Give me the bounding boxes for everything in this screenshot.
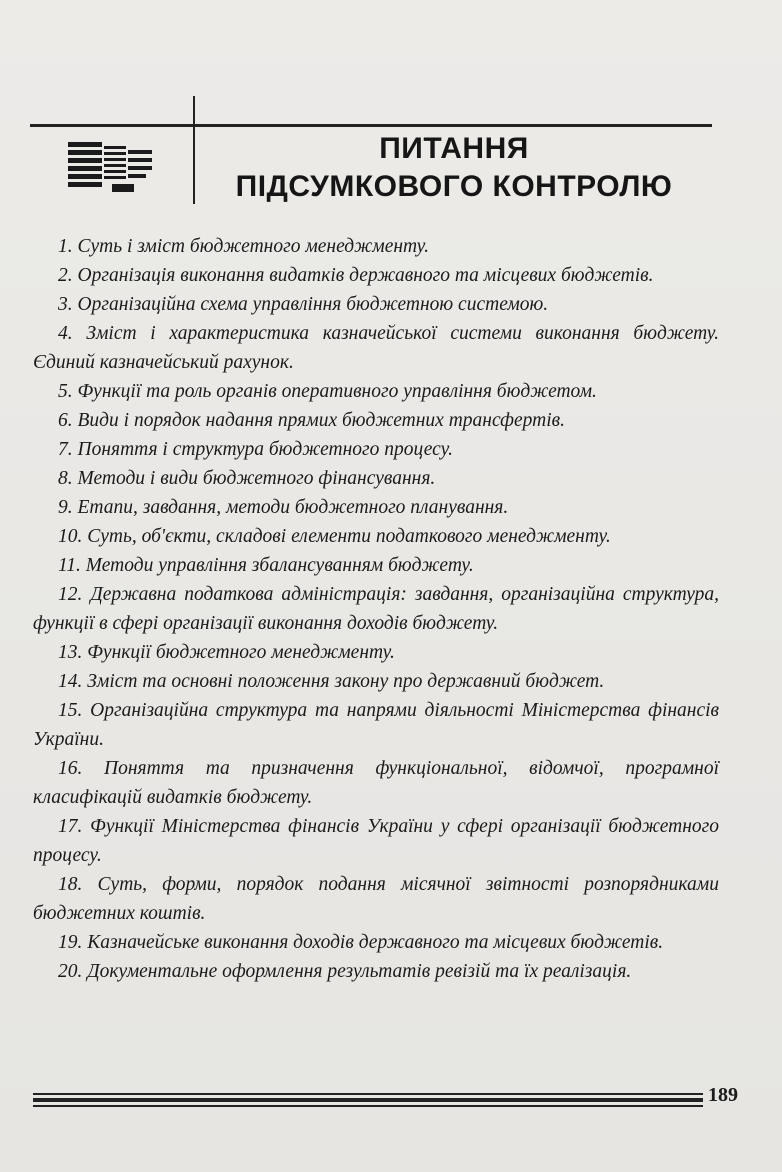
question-item: 6. Види і порядок надання прямих бюджетних трансфертів. [58,410,565,431]
question-item: 8. Методи і види бюджетного фінансування. [58,468,436,489]
question-item: 19. Казначейське виконання доходів державного та місцевих бюджетів. [58,932,664,953]
question-item: 12. Державна податкова адміністрація: завдання, організаційна структура, функції в сфері організації виконання доходів бюджету. [33,584,719,634]
question-item: 15. Організаційна структура та напрями діяльності Міністерства фінансів України. [33,700,719,750]
footer-rule [33,1093,703,1095]
header-rule [30,124,712,127]
book-pages-emblem-icon [68,140,154,196]
question-item: 1. Суть і зміст бюджетного менеджменту. [58,236,429,257]
question-item: 11. Методи управління збалансуванням бюджету. [58,555,474,576]
question-item: 13. Функції бюджетного менеджменту. [58,642,395,663]
page-number: 189 [708,1084,738,1106]
question-item: 9. Етапи, завдання, методи бюджетного планування. [58,497,509,518]
page-title-line-2: ПІДСУМКОВОГО КОНТРОЛЮ [235,170,673,203]
footer-rules [33,1093,703,1109]
question-item: 14. Зміст та основні положення закону про державний бюджет. [58,671,605,692]
footer-rule [33,1105,703,1107]
header-vertical-rule [193,96,195,204]
question-item: 17. Функції Міністерства фінансів України у сфері організації бюджетного процесу. [33,816,719,866]
question-item: 2. Організація виконання видатків державного та місцевих бюджетів. [58,265,654,286]
page-title [196,130,712,206]
question-item: 18. Суть, форми, порядок подання місячної звітності розпорядниками бюджетних коштів. [33,874,719,924]
question-item: 7. Поняття і структура бюджетного процесу. [58,439,453,460]
question-item: 5. Функції та роль органів оперативного управління бюджетом. [58,381,597,402]
question-item: 20. Документальне оформлення результатів ревізій та їх реалізація. [58,961,632,982]
footer-rule [33,1098,703,1102]
page-title-line-1: ПИТАННЯ [379,132,529,165]
question-item: 16. Поняття та призначення функціональної, відомчої, програмної класифікацій видатків бюджету. [33,758,719,808]
question-item: 3. Організаційна схема управління бюджетною системою. [58,294,549,315]
question-item: 4. Зміст і характеристика казначейської системи виконання бюджету. Єдиний казначейський рахунок. [33,323,719,373]
questions-list [33,232,719,986]
question-item: 10. Суть, об'єкти, складові елементи податкового менеджменту. [58,526,611,547]
